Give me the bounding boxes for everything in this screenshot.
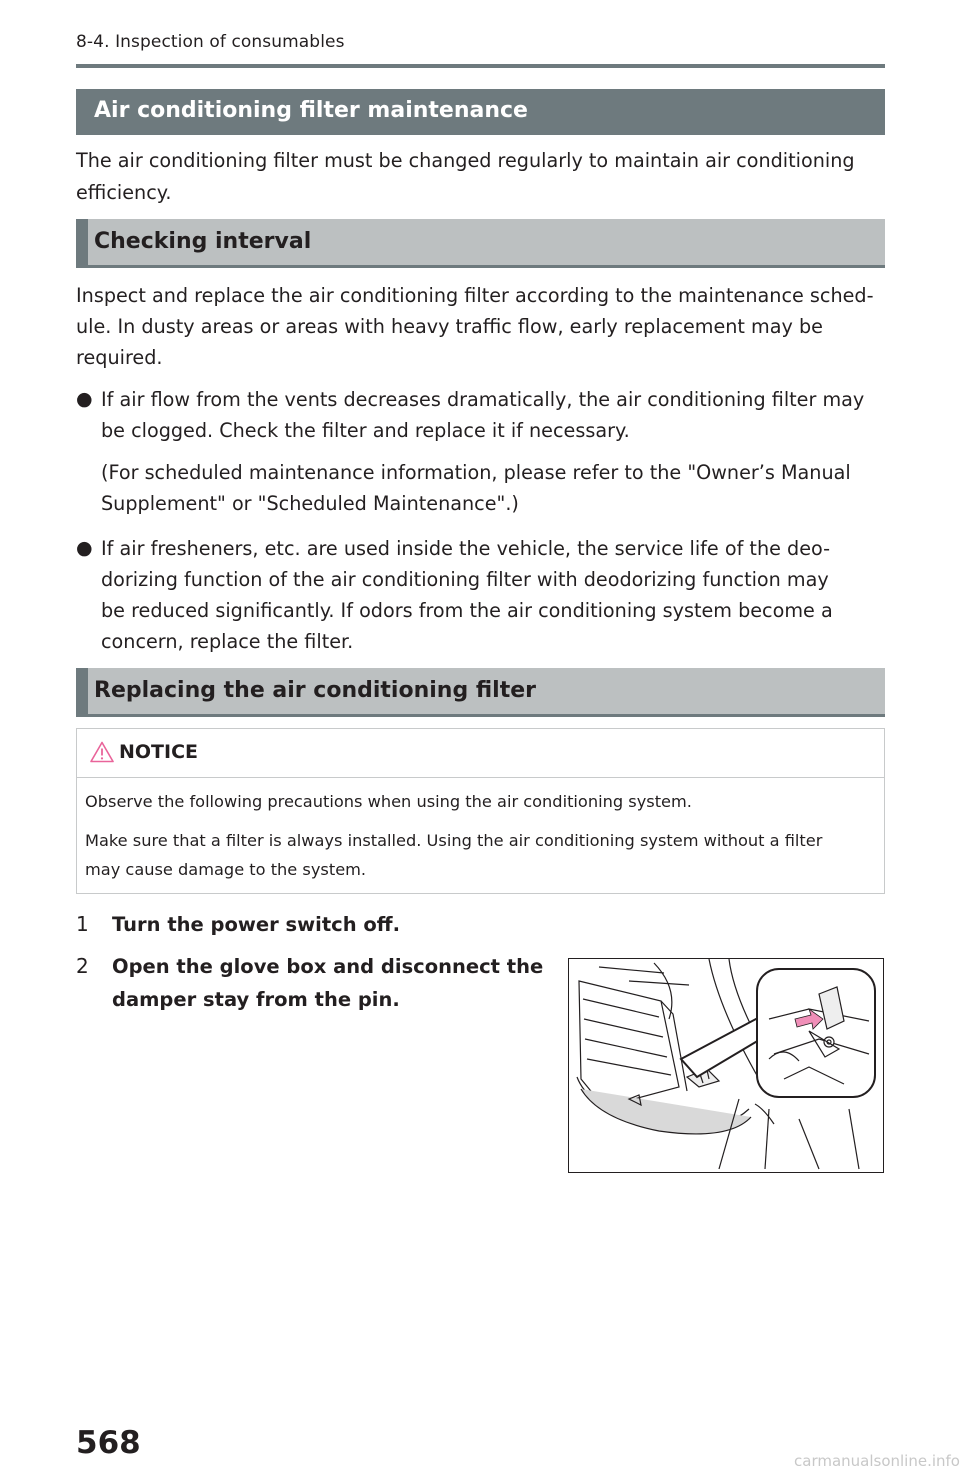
checking-body-line-2: ule. In dusty areas or areas with heavy traffic flow, early replacement may be [76,315,823,338]
section-title: Replacing the air conditioning filter [94,678,536,703]
checking-body-line-1: Inspect and replace the air conditioning filter according to the maintenance sched- [76,284,874,307]
step-2 [76,950,543,1016]
notice-title: NOTICE [119,741,199,763]
step-text-line-1: Open the glove box and disconnect the [112,955,544,978]
notice-box [76,728,885,894]
step-text-line-1: Turn the power switch off. [112,913,401,936]
glove-box-illustration [568,958,884,1173]
bullet-sub-line-1: (For scheduled maintenance information, please refer to the "Owner’s Manual [101,461,851,484]
section-header-ac-filter-maintenance [76,89,885,135]
section-title: Air conditioning filter maintenance [94,98,528,123]
step-number: 2 [76,954,89,978]
bullet-text-line-3: be reduced significantly. If odors from the air conditioning system become a [101,599,833,622]
bullet-text-line-2: dorizing function of the air conditioning filter with deodorizing function may [101,568,829,591]
checking-body-line-3: required. [76,346,163,369]
glove-box-damper-diagram [569,959,884,1173]
intro-line-1: The air conditioning filter must be changed regularly to maintain air conditioning [76,149,855,172]
step-1 [76,908,400,941]
intro-line-2: efficiency. [76,181,172,204]
step-text-line-2: damper stay from the pin. [112,988,400,1011]
bullet-text-line-1: If air fresheners, etc. are used inside the vehicle, the service life of the deo- [101,537,831,560]
notice-line-2: Make sure that a filter is always installed. Using the air conditioning system without a filter [85,831,823,850]
bullet-icon: ● [76,537,93,559]
notice-header [77,729,884,778]
notice-line-1: Observe the following precautions when using the air conditioning system. [85,792,692,811]
bullet-text-line-2: be clogged. Check the filter and replace it if necessary. [101,419,630,442]
step-number: 1 [76,912,89,936]
bullet-icon: ● [76,388,93,410]
section-title: Checking interval [94,229,312,254]
warning-triangle-icon [90,741,114,763]
bullet-text-line-1: If air flow from the vents decreases dramatically, the air conditioning filter may [101,388,865,411]
notice-line-3: may cause damage to the system. [85,860,367,879]
watermark: carmanualsonline.info [794,1452,960,1470]
breadcrumb: 8-4. Inspection of consumables [76,32,345,52]
section-header-replacing-filter [76,668,885,717]
bullet-sub-line-2: Supplement" or "Scheduled Maintenance".) [101,492,519,515]
bullet-item-air-fresheners [76,533,886,657]
header-rule [76,64,885,68]
section-header-checking-interval [76,219,885,268]
page-number: 568 [76,1425,141,1461]
bullet-text-line-4: concern, replace the filter. [101,630,354,653]
bullet-item-air-flow [76,384,886,446]
